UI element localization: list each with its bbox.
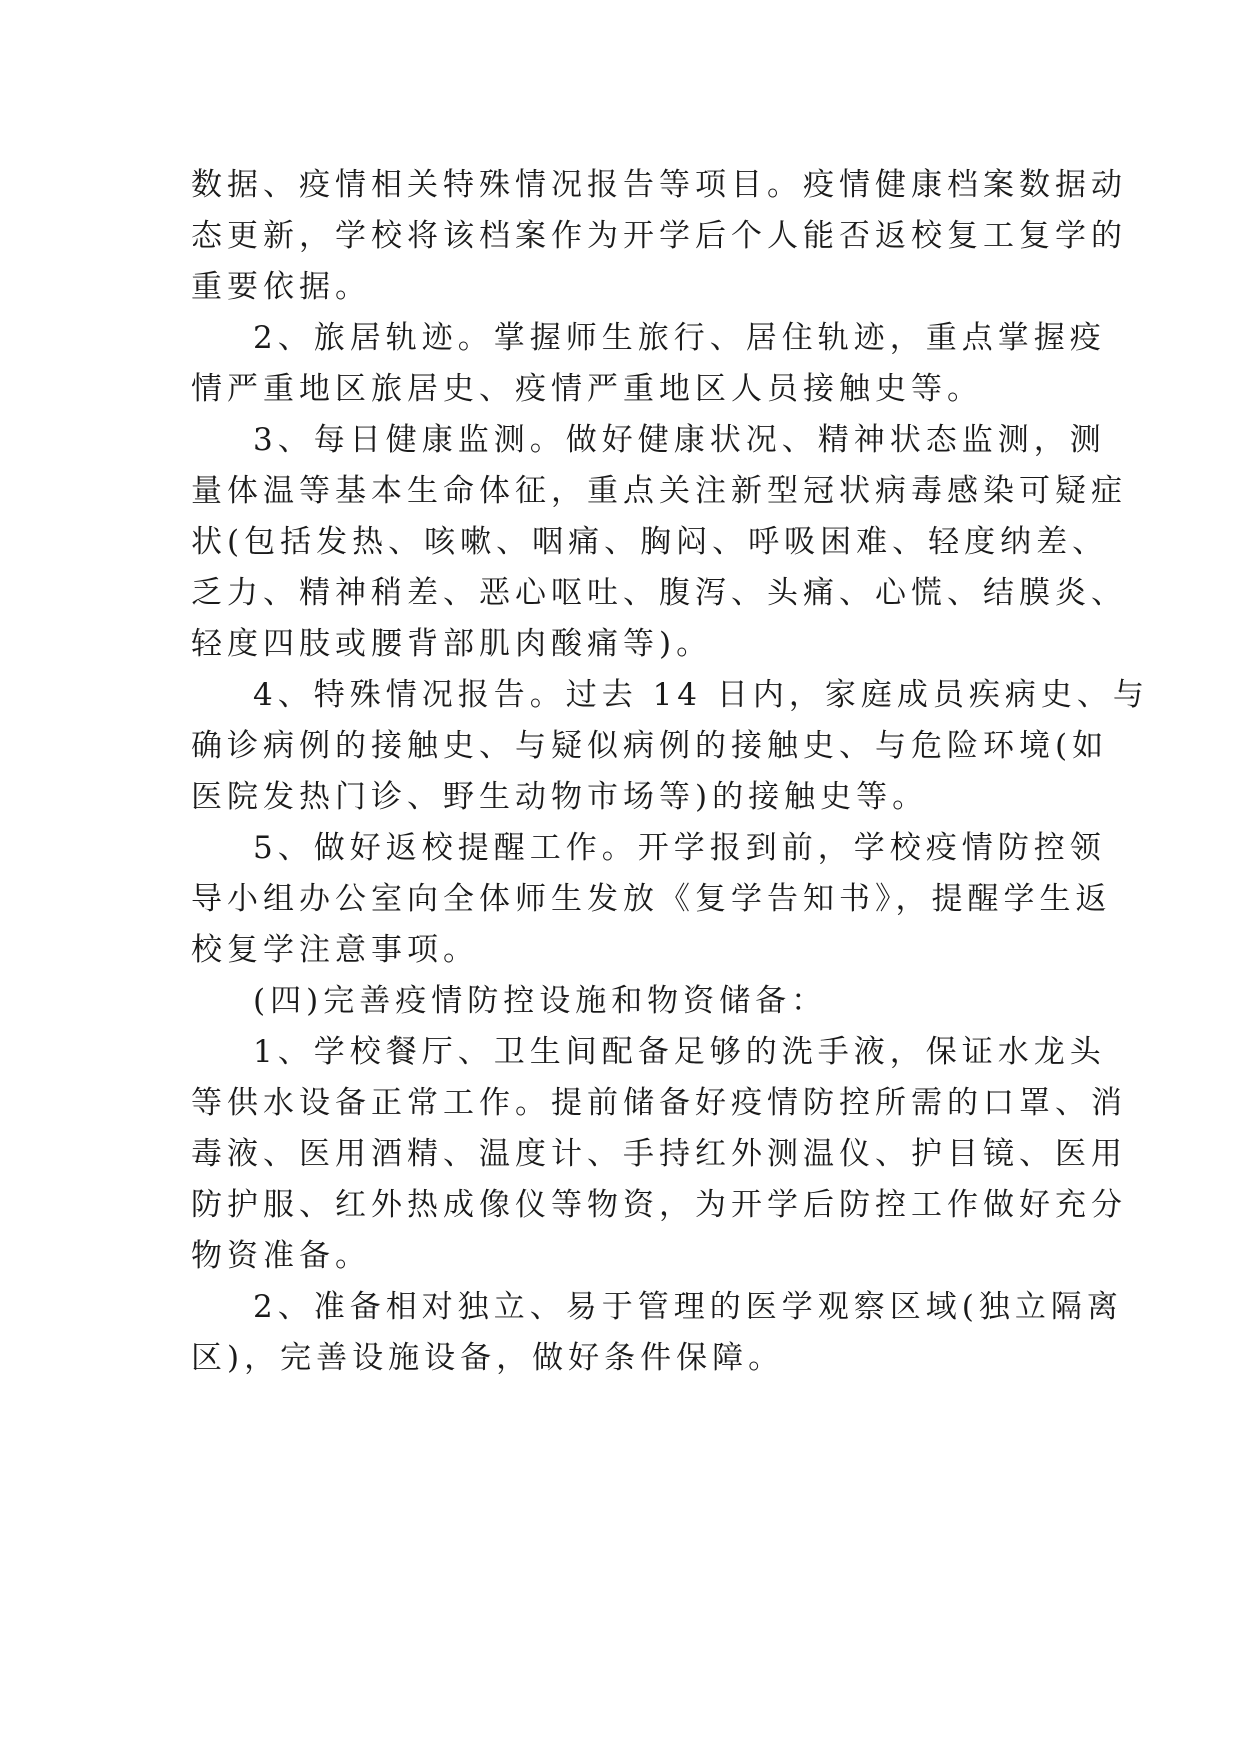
text-line: 导小组办公室向全体师生发放《复学告知书》，提醒学生返 [191,881,1112,917]
text-line: 数据、疫情相关特殊情况报告等项目。疫情健康档案数据动 [191,167,1127,203]
text-line: 状(包括发热、咳嗽、咽痛、胸闷、呼吸困难、轻度纳差、 [191,524,1109,560]
paragraph-travel-track [191,313,1106,415]
text-line: 3、每日健康监测。做好健康状况、精神状态监测，测 [253,422,1106,458]
text-line: 5、做好返校提醒工作。开学报到前，学校疫情防控领 [253,830,1106,866]
paragraph-special-situation-report [191,670,1149,823]
text-line: 重要依据。 [191,269,371,305]
text-line: 态更新，学校将该档案作为开学后个人能否返校复工复学的 [191,218,1127,254]
paragraph-health-records-continued [191,160,1127,313]
section-heading: (四)完善疫情防控设施和物资储备： [253,983,828,1019]
text-line: 轻度四肢或腰背部肌肉酸痛等)。 [191,626,713,662]
text-line: 确诊病例的接触史、与疑似病例的接触史、与危险环境(如 [191,728,1109,764]
paragraph-daily-health-monitoring [191,415,1127,670]
paragraph-return-reminder [191,823,1112,976]
text-line: 2、旅居轨迹。掌握师生旅行、居住轨迹，重点掌握疫 [253,320,1106,356]
text-line: 2、准备相对独立、易于管理的医学观察区域(独立隔离 [253,1289,1123,1325]
text-line: 乏力、精神稍差、恶心呕吐、腹泻、头痛、心慌、结膜炎、 [191,575,1127,611]
text-line: 区)，完善设施设备，做好条件保障。 [191,1340,785,1376]
text-line: 量体温等基本生命体征，重点关注新型冠状病毒感染可疑症 [191,473,1127,509]
text-line: 物资准备。 [191,1238,371,1274]
text-line: 防护服、红外热成像仪等物资，为开学后防控工作做好充分 [191,1187,1127,1223]
text-line: 情严重地区旅居史、疫情严重地区人员接触史等。 [191,371,983,407]
text-line: 校复学注意事项。 [191,932,479,968]
text-line: 1、学校餐厅、卫生间配备足够的洗手液，保证水龙头 [253,1034,1106,1070]
paragraph-observation-area [191,1282,1123,1384]
section-heading-facilities-supplies [191,976,1051,1027]
document-body [191,160,1149,1384]
text-line: 毒液、医用酒精、温度计、手持红外测温仪、护目镜、医用 [191,1136,1127,1172]
text-line: 4、特殊情况报告。过去 14 日内，家庭成员疾病史、与 [253,677,1149,713]
text-line: 医院发热门诊、野生动物市场等)的接触史等。 [191,779,929,815]
paragraph-supplies-preparation [191,1027,1127,1282]
text-line: 等供水设备正常工作。提前储备好疫情防控所需的口罩、消 [191,1085,1127,1121]
